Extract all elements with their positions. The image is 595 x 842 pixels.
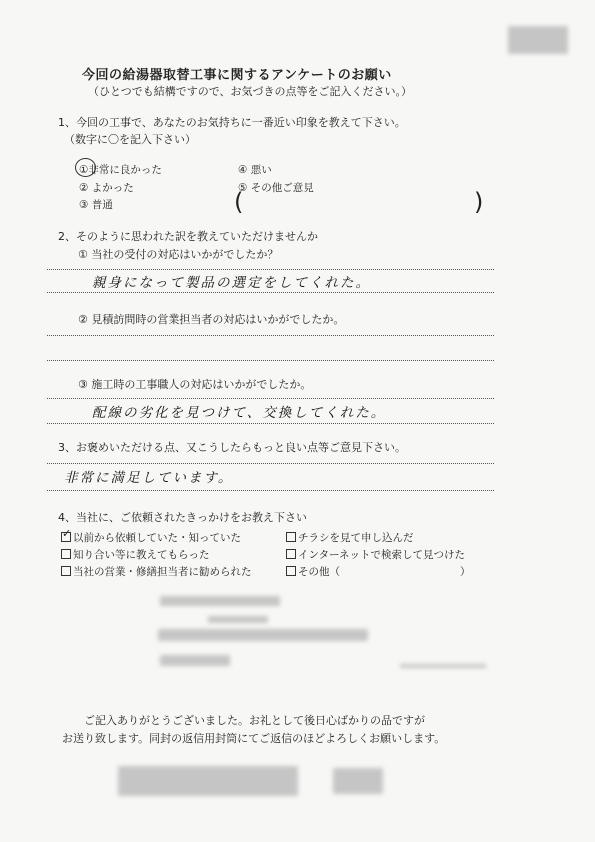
q4-option-referral[interactable]: 知り合い等に教えてもらった: [61, 547, 210, 562]
q2-sub3: ③ 施工時の工事職人の対応はいかがでしたか。: [78, 378, 312, 391]
checkbox-icon[interactable]: [61, 549, 71, 559]
redacted-stamp: [508, 26, 568, 54]
q4-question: 4、当社に、ご依頼されたきっかけをお教え下さい: [58, 511, 307, 524]
q1-option-1[interactable]: ①非常に良かった: [79, 164, 162, 176]
checkbox-icon[interactable]: ✓: [62, 527, 72, 540]
footer-line-1: ご記入ありがとうございました。お礼として後日心ばかりの品ですが: [84, 714, 425, 727]
q4-option-other[interactable]: その他（: [286, 564, 340, 579]
q1-option-3[interactable]: ③ 普通: [79, 199, 113, 211]
answer-line: [47, 490, 494, 491]
checkbox-icon[interactable]: [286, 566, 296, 576]
q1-question: 1、今回の工事で、あなたのお気持ちに一番近い印象を教えて下さい。: [58, 116, 406, 129]
q2-sub1: ① 当社の受付の対応はいかがでしたか？: [78, 248, 279, 261]
redacted-customer-info: [400, 664, 486, 668]
redacted-customer-info: [208, 616, 268, 623]
answer-line: [47, 463, 494, 464]
answer-line: [47, 398, 494, 399]
q1-option-5[interactable]: ⑤ その他ご意見: [238, 182, 314, 194]
redacted-signature: [118, 766, 298, 796]
q4-option-sales[interactable]: 当社の営業・修繕担当者に勧められた: [61, 564, 252, 579]
q2-answer1[interactable]: 親身になって製品の選定をしてくれた。: [92, 275, 371, 291]
survey-title: 今回の給湯器取替工事に関するアンケートのお願い: [82, 68, 392, 83]
checkbox-icon[interactable]: [286, 532, 296, 542]
answer-line: [47, 335, 494, 336]
redacted-customer-info: [160, 655, 230, 666]
q2-question: 2、そのように思われた訳を教えていただけませんか: [58, 230, 318, 243]
answer-line: [47, 269, 494, 270]
q1-other-paren-left: (: [234, 188, 244, 216]
q1-option-4[interactable]: ④ 悪い: [238, 164, 272, 176]
q4-option-internet[interactable]: インターネットで検索して見つけた: [286, 547, 465, 562]
q3-question: 3、お褒めいただける点、又こうしたらもっと良い点等ご意見下さい。: [58, 441, 406, 454]
checkbox-icon[interactable]: [286, 549, 296, 559]
q1-other-paren-right: ): [474, 188, 484, 216]
survey-subtitle: （ひとつでも結構ですので、お気づきの点等をご記入ください。）: [88, 85, 413, 98]
q4-option-previous[interactable]: ✓ 以前から依頼していた・知っていた: [62, 527, 241, 544]
q1-option-2[interactable]: ② よかった: [79, 182, 134, 194]
checkbox-icon[interactable]: [61, 566, 71, 576]
redacted-customer-info: [158, 629, 368, 641]
redacted-signature: [333, 768, 383, 794]
q2-sub2: ② 見積訪問時の営業担当者の対応はいかがでしたか。: [78, 313, 345, 326]
answer-line: [47, 423, 494, 424]
q1-instruction: （数字に〇を記入下さい）: [64, 133, 196, 146]
answer-line: [47, 292, 494, 293]
footer-line-2: お送り致します。同封の返信用封筒にてご返信のほどよろしくお願いします。: [62, 732, 446, 745]
q4-option-flyer[interactable]: チラシを見て申し込んだ: [286, 530, 414, 545]
redacted-customer-info: [160, 596, 280, 606]
q2-answer3[interactable]: 配線の劣化を見つけて、交換してくれた。: [92, 405, 387, 421]
q4-other-paren-right: ）: [460, 566, 471, 578]
q3-answer[interactable]: 非常に満足しています。: [64, 470, 234, 486]
answer-line: [47, 360, 494, 361]
